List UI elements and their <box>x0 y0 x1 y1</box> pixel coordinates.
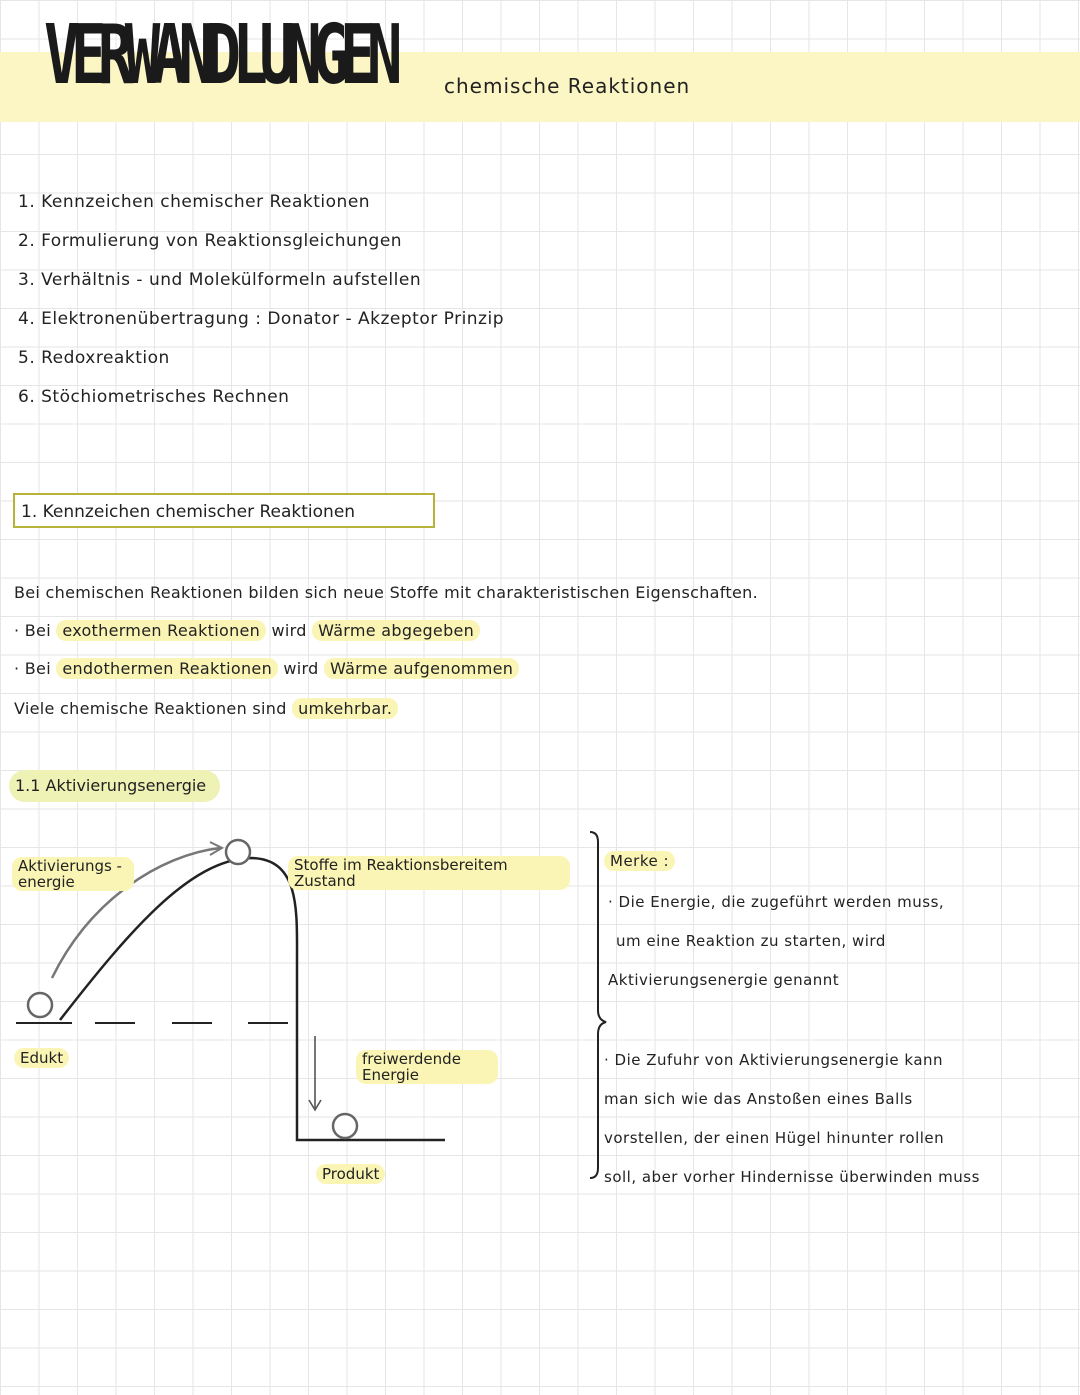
intro-text: Bei chemischen Reaktionen bilden sich neue Stoffe mit charakteristischen Eigenschaften. <box>14 583 758 602</box>
text: wird <box>266 621 313 640</box>
energy-curve <box>60 858 445 1140</box>
toc-item: 4. Elektronenübertragung : Donator - Akzeptor Prinzip <box>18 309 504 329</box>
highlight: Wärme aufgenommen <box>324 658 519 679</box>
note-line: soll, aber vorher Hindernisse überwinden muss <box>604 1168 980 1186</box>
note-line: Aktivierungsenergie genannt <box>608 971 840 989</box>
highlight: endothermen Reaktionen <box>56 658 278 679</box>
page-title: VERWANDLUNGEN <box>44 8 394 103</box>
text: · Bei <box>14 659 57 678</box>
text: · Bei <box>14 621 57 640</box>
note-line: vorstellen, der einen Hügel hinunter rollen <box>604 1129 945 1147</box>
released-energy-label <box>356 1050 498 1084</box>
label-text: Aktivierungs - energie <box>12 857 134 891</box>
activated-ball <box>226 840 250 864</box>
edukt-ball <box>28 993 52 1017</box>
notes-bracket <box>590 832 606 1178</box>
note-line: · Die Zufuhr von Aktivierungsenergie kann <box>604 1051 944 1069</box>
reversible-line <box>14 699 398 718</box>
note-line: um eine Reaktion zu starten, wird <box>616 932 886 950</box>
label-text: Produkt <box>316 1164 385 1184</box>
highlight: Wärme abgegeben <box>312 620 480 641</box>
notes-header <box>604 852 675 870</box>
label-text: Stoffe im Reaktionsbereitem Zustand <box>288 856 570 890</box>
label-text: freiwerdende Energie <box>356 1050 498 1084</box>
label-text: Edukt <box>14 1048 69 1068</box>
toc-item: 3. Verhältnis - und Molekülformeln aufstellen <box>18 270 422 290</box>
toc-item: 6. Stöchiometrisches Rechnen <box>18 387 290 407</box>
toc-item: 2. Formulierung von Reaktionsgleichungen <box>18 231 403 251</box>
toc-item: 5. Redoxreaktion <box>18 348 170 368</box>
ready-state-label <box>288 856 570 890</box>
highlight: exothermen Reaktionen <box>56 620 266 641</box>
text: wird <box>278 659 324 678</box>
section-heading: 1. Kennzeichen chemischer Reaktionen <box>13 493 435 528</box>
edukt-label <box>14 1050 69 1066</box>
exothermic-line <box>14 621 480 640</box>
activation-energy-label <box>12 857 134 891</box>
endothermic-line <box>14 659 519 678</box>
text: Viele chemische Reaktionen sind <box>14 699 293 718</box>
notes-header-text: Merke : <box>604 851 675 871</box>
table-of-contents <box>18 192 504 426</box>
subsection-heading: 1.1 Aktivierungsenergie <box>9 770 220 802</box>
note-line: man sich wie das Anstoßen eines Balls <box>604 1090 913 1108</box>
note-line: · Die Energie, die zugeführt werden muss, <box>608 893 945 911</box>
page-subtitle: chemische Reaktionen <box>444 74 691 98</box>
produkt-label <box>316 1166 385 1182</box>
toc-item: 1. Kennzeichen chemischer Reaktionen <box>18 192 371 212</box>
highlight: umkehrbar. <box>292 698 398 719</box>
produkt-ball <box>333 1114 357 1138</box>
